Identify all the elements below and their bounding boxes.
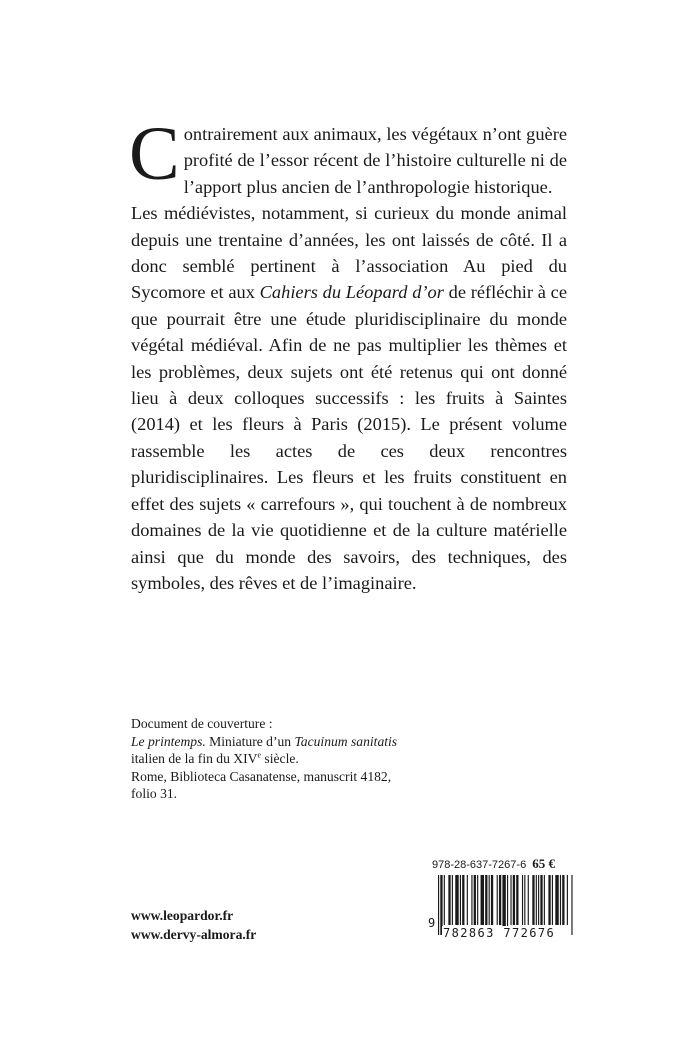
credits-line-3-text: italien de la fin du XIV	[131, 751, 258, 766]
publisher-urls	[131, 906, 256, 944]
credits-heading: Document de couverture :	[131, 716, 273, 731]
credits-line-4: Rome, Biblioteca Casanatense, manuscrit 4182,	[131, 768, 392, 784]
isbn-code: 978-28-637-7267-6	[432, 859, 527, 871]
credits-line-5: folio 31.	[131, 786, 178, 801]
isbn-price-line	[432, 856, 572, 872]
blurb-paragraph-2-text-b: de réfléchir à ce que pourrait être une étude pluridisciplinaire du monde végétal médiéval. Afin de ne pas multiplier les thèmes et les problèmes, deux sujets ont été retenus qui ont donné lieu à deux colloques successifs : les fruits à Saintes (2014) et les fleurs à Paris (2015). Le présent volume rassemble les actes de ces deux rencontres pluridisciplinaires. Les fleurs et les fruits constituent en effet des sujets « carrefours », qui touchent à de nombreux domaines de la vie quotidienne et de la culture matérielle ainsi que du monde des savoirs, des techniques, des symboles, des rêves et de l’imaginaire.	[131, 282, 568, 593]
url-dervy-almora[interactable]: www.dervy-almora.fr	[131, 927, 257, 942]
century-superscript: e	[257, 750, 262, 760]
cover-credits	[131, 715, 491, 803]
barcode-digits: 782863 772676	[443, 926, 556, 940]
blurb-paragraph-2-text-a: Les médiévistes, notamment, si curieux du monde animal depuis une trentaine d’années, les ont laissés de côté. Il a donc semblé pertinent à l’association Au pied du Sycomore et aux	[131, 203, 567, 303]
manuscript-title: Tacuinum sanitatis	[294, 733, 398, 749]
url-leopardor[interactable]: www.leopardor.fr	[131, 908, 234, 923]
blurb-paragraph-1-text: ontrairement aux animaux, les végétaux n’ont guère profité de l’essor récent de l’histoire culturelle ni de l’apport plus ancien de l’anthropologie historique.	[183, 124, 567, 197]
artwork-title: Le printemps.	[131, 733, 206, 749]
barcode-first-digit: 9	[428, 916, 436, 930]
journal-title: Cahiers du Léopard d’or	[259, 282, 444, 303]
drop-cap: C	[129, 112, 180, 196]
credits-line-3-end: siècle.	[261, 751, 299, 766]
price: 65 €	[532, 856, 555, 871]
credits-line-2-text: Miniature d’un	[205, 733, 295, 749]
barcode	[428, 875, 576, 939]
blurb-paragraph-2	[131, 200, 567, 596]
credits-line-2	[131, 733, 491, 751]
blurb-paragraph-1	[129, 112, 567, 200]
back-cover-blurb	[129, 112, 568, 596]
credits-line-3	[131, 750, 491, 768]
